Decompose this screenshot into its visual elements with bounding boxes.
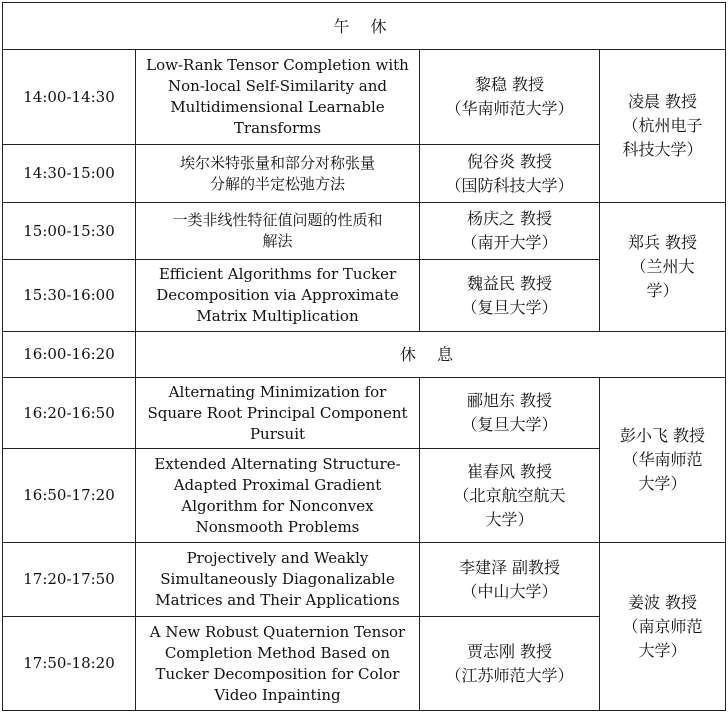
break-row bbox=[3, 332, 726, 378]
lunch-row bbox=[3, 3, 726, 50]
talk-title-line: Transforms bbox=[233, 119, 322, 137]
session-chair bbox=[600, 543, 726, 711]
talk-title-line: 埃尔米特张量和部分对称张量 bbox=[179, 153, 375, 172]
talk-title-line: A New Robust Quaternion Tensor bbox=[149, 622, 406, 641]
chair-name: 彭小飞 教授 bbox=[619, 426, 706, 445]
speaker-name: 贾志刚 教授 bbox=[466, 641, 553, 661]
time-slot: 17:50-18:20 bbox=[3, 617, 136, 711]
chair-affiliation: 大学） bbox=[638, 474, 687, 493]
talk-title-line: Matrix Multiplication bbox=[196, 307, 359, 325]
talk-title-line: Extended Alternating Structure- bbox=[154, 454, 401, 473]
chair-name: 凌晨 教授 bbox=[627, 92, 698, 111]
talk-title-line: Efficient Algorithms for Tucker bbox=[158, 265, 397, 283]
speaker-affiliation: （江苏师范大学） bbox=[445, 665, 574, 685]
talk-title bbox=[136, 449, 420, 543]
session-chair bbox=[600, 203, 726, 332]
speaker-affiliation: （华南师范大学） bbox=[445, 99, 574, 118]
chair-affiliation: （兰州大 bbox=[630, 257, 695, 276]
talk-title-line: 一类非线性特征值问题的性质和 bbox=[172, 211, 383, 229]
time-slot: 17:20-17:50 bbox=[3, 543, 136, 617]
speaker-affiliation: （中山大学） bbox=[461, 581, 558, 601]
talk-title-line: Algorithm for Nonconvex bbox=[181, 496, 374, 515]
time-slot: 15:30-16:00 bbox=[3, 260, 136, 332]
chair-name: 郑兵 教授 bbox=[627, 233, 698, 252]
speaker-name: 黎稳 教授 bbox=[474, 75, 545, 94]
speaker-name: 倪谷炎 教授 bbox=[466, 151, 553, 171]
talk-title-line: Adapted Proximal Gradient bbox=[173, 475, 382, 494]
talk-title-line: Multidimensional Learnable bbox=[170, 98, 385, 116]
talk-title-line: Nonsmooth Problems bbox=[195, 517, 360, 536]
time-slot: 14:30-15:00 bbox=[3, 145, 136, 203]
talk-title-line: Completion Method Based on bbox=[164, 643, 391, 662]
talk-title-line: 解法 bbox=[262, 232, 293, 250]
break-label: 休 息 bbox=[136, 332, 726, 378]
session-chair bbox=[600, 50, 726, 203]
speaker-affiliation: （国防科技大学） bbox=[445, 175, 574, 195]
speaker-name: 魏益民 教授 bbox=[466, 273, 553, 293]
talk-title bbox=[136, 50, 420, 145]
session-chair bbox=[600, 378, 726, 543]
talk-title-line: Decomposition via Approximate bbox=[156, 286, 399, 304]
speaker-affiliation: 大学） bbox=[485, 509, 534, 529]
talk-title-line: Pursuit bbox=[249, 424, 306, 443]
table-row bbox=[3, 50, 726, 145]
table-row bbox=[3, 543, 726, 617]
speaker-name: 郦旭东 教授 bbox=[466, 391, 553, 410]
talk-title-line: Square Root Principal Component bbox=[147, 403, 408, 422]
lunch-label: 午 休 bbox=[3, 3, 726, 50]
break-time: 16:00-16:20 bbox=[3, 332, 136, 378]
talk-title-line: Alternating Minimization for bbox=[168, 382, 387, 401]
speaker bbox=[420, 260, 600, 332]
time-slot: 15:00-15:30 bbox=[3, 203, 136, 260]
chair-affiliation: 大学） bbox=[638, 640, 687, 660]
chair-affiliation: 学） bbox=[646, 281, 679, 300]
speaker-affiliation: （南开大学） bbox=[461, 233, 558, 252]
time-slot: 16:50-17:20 bbox=[3, 449, 136, 543]
talk-title-line: Non-local Self-Similarity and bbox=[168, 77, 387, 95]
speaker bbox=[420, 449, 600, 543]
chair-affiliation: （杭州电子 bbox=[622, 116, 703, 135]
speaker-affiliation: （复旦大学） bbox=[461, 297, 558, 317]
time-slot: 14:00-14:30 bbox=[3, 50, 136, 145]
speaker-name: 杨庆之 教授 bbox=[466, 209, 553, 228]
talk-title bbox=[136, 378, 420, 449]
speaker bbox=[420, 378, 600, 449]
table-row bbox=[3, 378, 726, 449]
speaker bbox=[420, 145, 600, 203]
talk-title-line: Projectively and Weakly bbox=[186, 549, 369, 567]
time-slot: 16:20-16:50 bbox=[3, 378, 136, 449]
speaker-name: 李建泽 副教授 bbox=[458, 557, 561, 577]
talk-title-line: Matrices and Their Applications bbox=[155, 591, 400, 609]
table-row bbox=[3, 203, 726, 260]
talk-title bbox=[136, 145, 420, 203]
talk-title bbox=[136, 543, 420, 617]
speaker-name: 崔春风 教授 bbox=[466, 461, 553, 481]
schedule-table bbox=[2, 2, 726, 711]
chair-name: 姜波 教授 bbox=[627, 592, 698, 612]
speaker bbox=[420, 543, 600, 617]
talk-title bbox=[136, 260, 420, 332]
speaker bbox=[420, 50, 600, 145]
talk-title bbox=[136, 203, 420, 260]
talk-title-line: Tucker Decomposition for Color bbox=[155, 664, 400, 683]
chair-affiliation: 科技大学） bbox=[622, 140, 703, 159]
talk-title-line: Low-Rank Tensor Completion with bbox=[146, 56, 409, 74]
talk-title bbox=[136, 617, 420, 711]
speaker bbox=[420, 617, 600, 711]
talk-title-line: Video Inpainting bbox=[214, 685, 341, 704]
speaker-affiliation: （复旦大学） bbox=[461, 415, 558, 434]
speaker-affiliation: （北京航空航天 bbox=[453, 485, 566, 505]
talk-title-line: Simultaneously Diagonalizable bbox=[160, 570, 395, 588]
chair-affiliation: （南京师范 bbox=[622, 616, 703, 636]
talk-title-line: 分解的半定松弛方法 bbox=[209, 174, 345, 193]
speaker bbox=[420, 203, 600, 260]
chair-affiliation: （华南师范 bbox=[622, 450, 703, 469]
